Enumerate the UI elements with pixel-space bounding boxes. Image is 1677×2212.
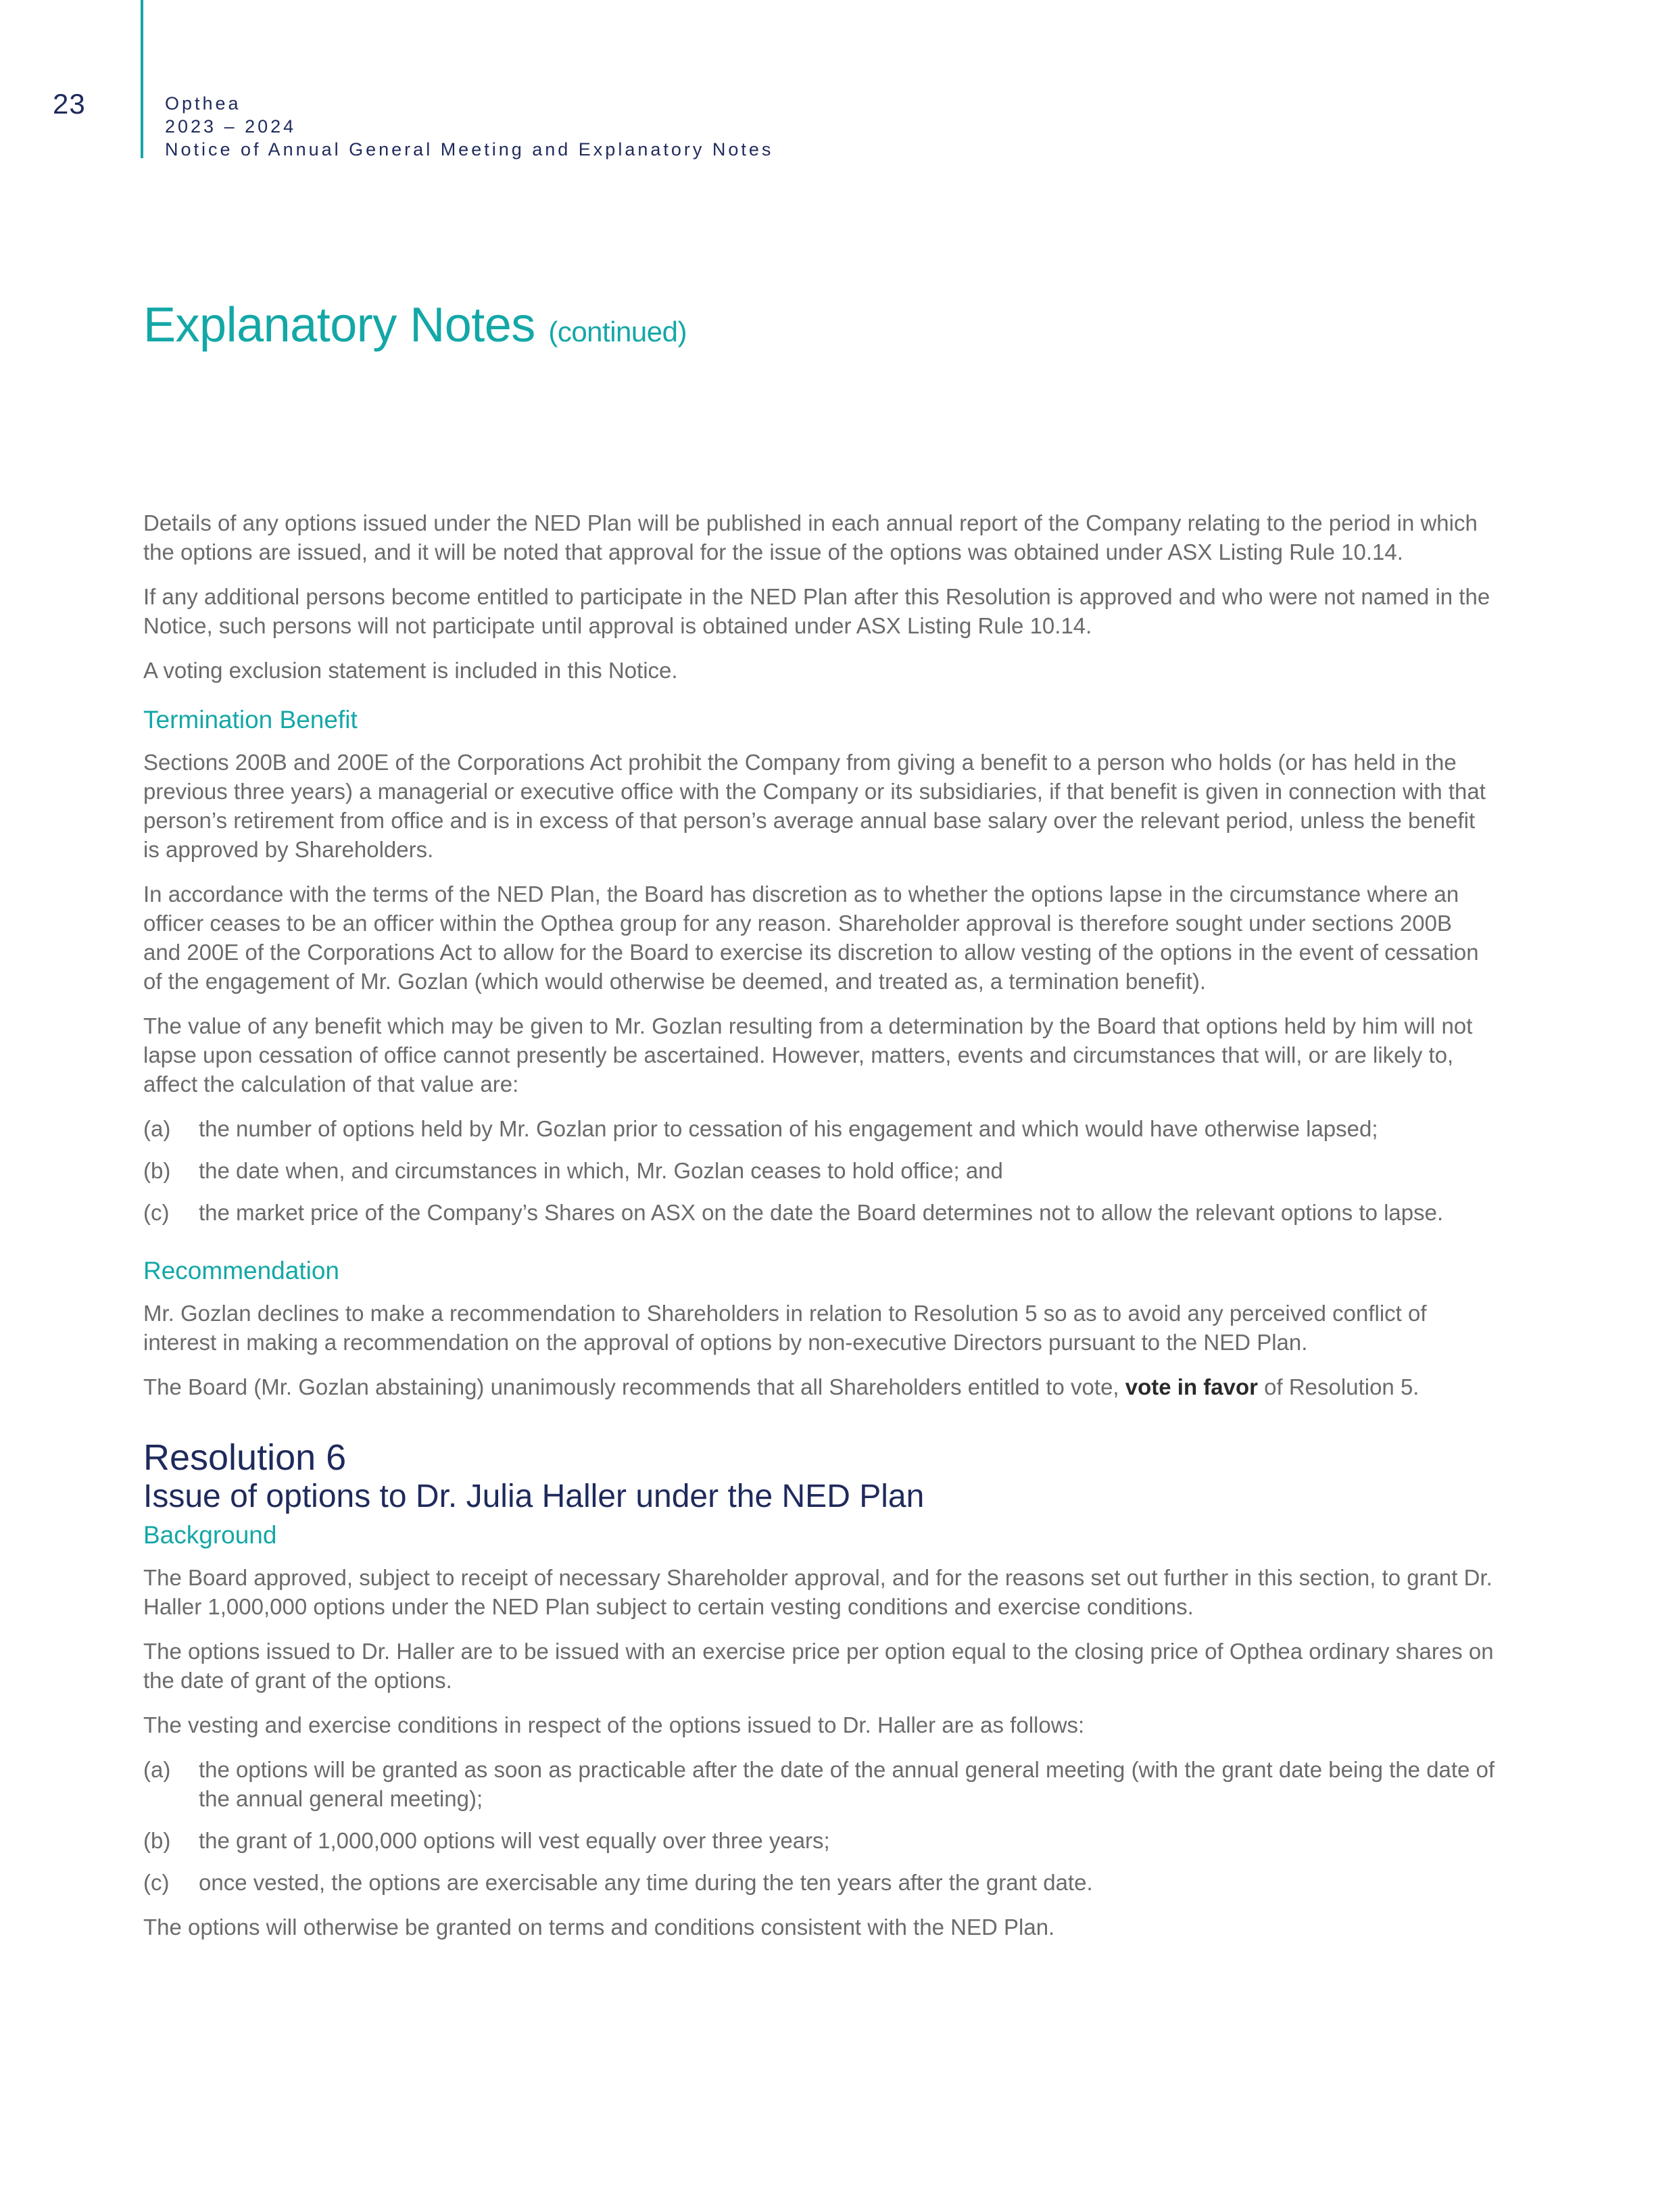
- header-company: Opthea: [165, 93, 241, 114]
- recommendation-paragraph-1: Mr. Gozlan declines to make a recommendation to Shareholders in relation to Resolution 5 so as to avoid any perceived conflict of interest in making a recommendation on the approval of options by non-executive Directors pursuant to the NED Plan.: [143, 1301, 1427, 1355]
- list-item: [143, 1755, 1495, 1813]
- list-item-text: the options will be granted as soon as practicable after the date of the annual general meeting (with the grant date being the date of the annual general meeting);: [199, 1757, 1495, 1811]
- intro-paragraph-3: A voting exclusion statement is included in this Notice.: [143, 658, 678, 683]
- termination-paragraph-2: In accordance with the terms of the NED Plan, the Board has discretion as to whether the options lapse in the circumstance where an officer ceases to be an officer within the Opthea group for any reason. Shareholder approval is therefore sought under sections 200B and 200E of the Corporations Act to allow for the Board to exercise its discretion to allow vesting of the options in the event of cessation of the engagement of Mr. Gozlan (which would otherwise be deemed, and treated as, a termination benefit).: [143, 882, 1479, 994]
- body-content: [143, 508, 1495, 1957]
- resolution-6-paragraph-4: The options will otherwise be granted on terms and conditions consistent with the NED Plan.: [143, 1915, 1055, 1940]
- resolution-6-paragraph-1: The Board approved, subject to receipt of necessary Shareholder approval, and for the reasons set out further in this section, to grant Dr. Haller 1,000,000 options under the NED Plan subject to certain vesting conditions and exercise conditions.: [143, 1565, 1492, 1619]
- list-item-text: the grant of 1,000,000 options will vest equally over three years;: [199, 1828, 830, 1853]
- list-marker: (c): [143, 1200, 170, 1225]
- running-header: [165, 92, 773, 161]
- termination-list: [143, 1114, 1495, 1227]
- list-item-text: the market price of the Company’s Shares on ASX on the date the Board determines not to allow the relevant options to lapse.: [199, 1200, 1444, 1225]
- recommendation-text-before: The Board (Mr. Gozlan abstaining) unanimously recommends that all Shareholders entitled to vote,: [143, 1374, 1125, 1399]
- list-marker: (b): [143, 1158, 171, 1183]
- intro-paragraph-1: Details of any options issued under the NED Plan will be published in each annual report of the Company relating to the period in which the options are issued, and it will be noted that approval for the issue of the options was obtained under ASX Listing Rule 10.14.: [143, 510, 1478, 564]
- list-marker: (c): [143, 1870, 170, 1895]
- list-marker: (a): [143, 1757, 171, 1782]
- list-item: [143, 1826, 1495, 1855]
- termination-benefit-heading: Termination Benefit: [143, 706, 358, 734]
- vesting-conditions-list: [143, 1755, 1495, 1897]
- page-title-suffix: (continued): [548, 316, 687, 347]
- recommendation-paragraph-2: [143, 1372, 1495, 1401]
- list-item: [143, 1868, 1495, 1897]
- list-item: [143, 1156, 1495, 1185]
- background-heading: Background: [143, 1521, 277, 1549]
- page-title: [143, 297, 687, 353]
- header-divider: [141, 0, 143, 158]
- recommendation-text-after: of Resolution 5.: [1257, 1374, 1419, 1399]
- resolution-6-heading: Resolution 6: [143, 1437, 347, 1478]
- page-number: 23: [53, 88, 86, 120]
- resolution-6-paragraph-2: The options issued to Dr. Haller are to be issued with an exercise price per option equal to the closing price of Opthea ordinary shares on the date of grant of the options.: [143, 1639, 1494, 1693]
- termination-paragraph-3: The value of any benefit which may be given to Mr. Gozlan resulting from a determination by the Board that options held by him will not lapse upon cessation of office cannot presently be ascertained. However, matters, events and circumstances that will, or are likely to, affect the calculation of that value are:: [143, 1013, 1473, 1097]
- list-item-text: once vested, the options are exercisable any time during the ten years after the grant date.: [199, 1870, 1093, 1895]
- list-item-text: the date when, and circumstances in which, Mr. Gozlan ceases to hold office; and: [199, 1158, 1003, 1183]
- header-doc-title: Notice of Annual General Meeting and Explanatory Notes: [165, 139, 774, 160]
- list-item: [143, 1114, 1495, 1143]
- page-title-main: Explanatory Notes: [143, 298, 535, 352]
- termination-paragraph-1: Sections 200B and 200E of the Corporations Act prohibit the Company from giving a benefit to a person who holds (or has held in the previous three years) a managerial or executive office with the Company or its subsidiaries, if that benefit is given in connection with that person’s retirement from office and is in excess of that person’s average annual base salary over the relevant period, unless the benefit is approved by Shareholders.: [143, 750, 1486, 862]
- header-year: 2023 – 2024: [165, 116, 297, 137]
- resolution-6-subheading: Issue of options to Dr. Julia Haller under the NED Plan: [143, 1478, 925, 1514]
- list-marker: (b): [143, 1828, 171, 1853]
- list-item: [143, 1198, 1495, 1227]
- vote-in-favor-emphasis: vote in favor: [1125, 1374, 1258, 1399]
- list-marker: (a): [143, 1116, 171, 1141]
- recommendation-heading: Recommendation: [143, 1257, 339, 1284]
- list-item-text: the number of options held by Mr. Gozlan prior to cessation of his engagement and which would have otherwise lapsed;: [199, 1116, 1378, 1141]
- resolution-6-paragraph-3: The vesting and exercise conditions in respect of the options issued to Dr. Haller are as follows:: [143, 1712, 1085, 1737]
- intro-paragraph-2: If any additional persons become entitled to participate in the NED Plan after this Resolution is approved and who were not named in the Notice, such persons will not participate until approval is obtained under ASX Listing Rule 10.14.: [143, 584, 1490, 638]
